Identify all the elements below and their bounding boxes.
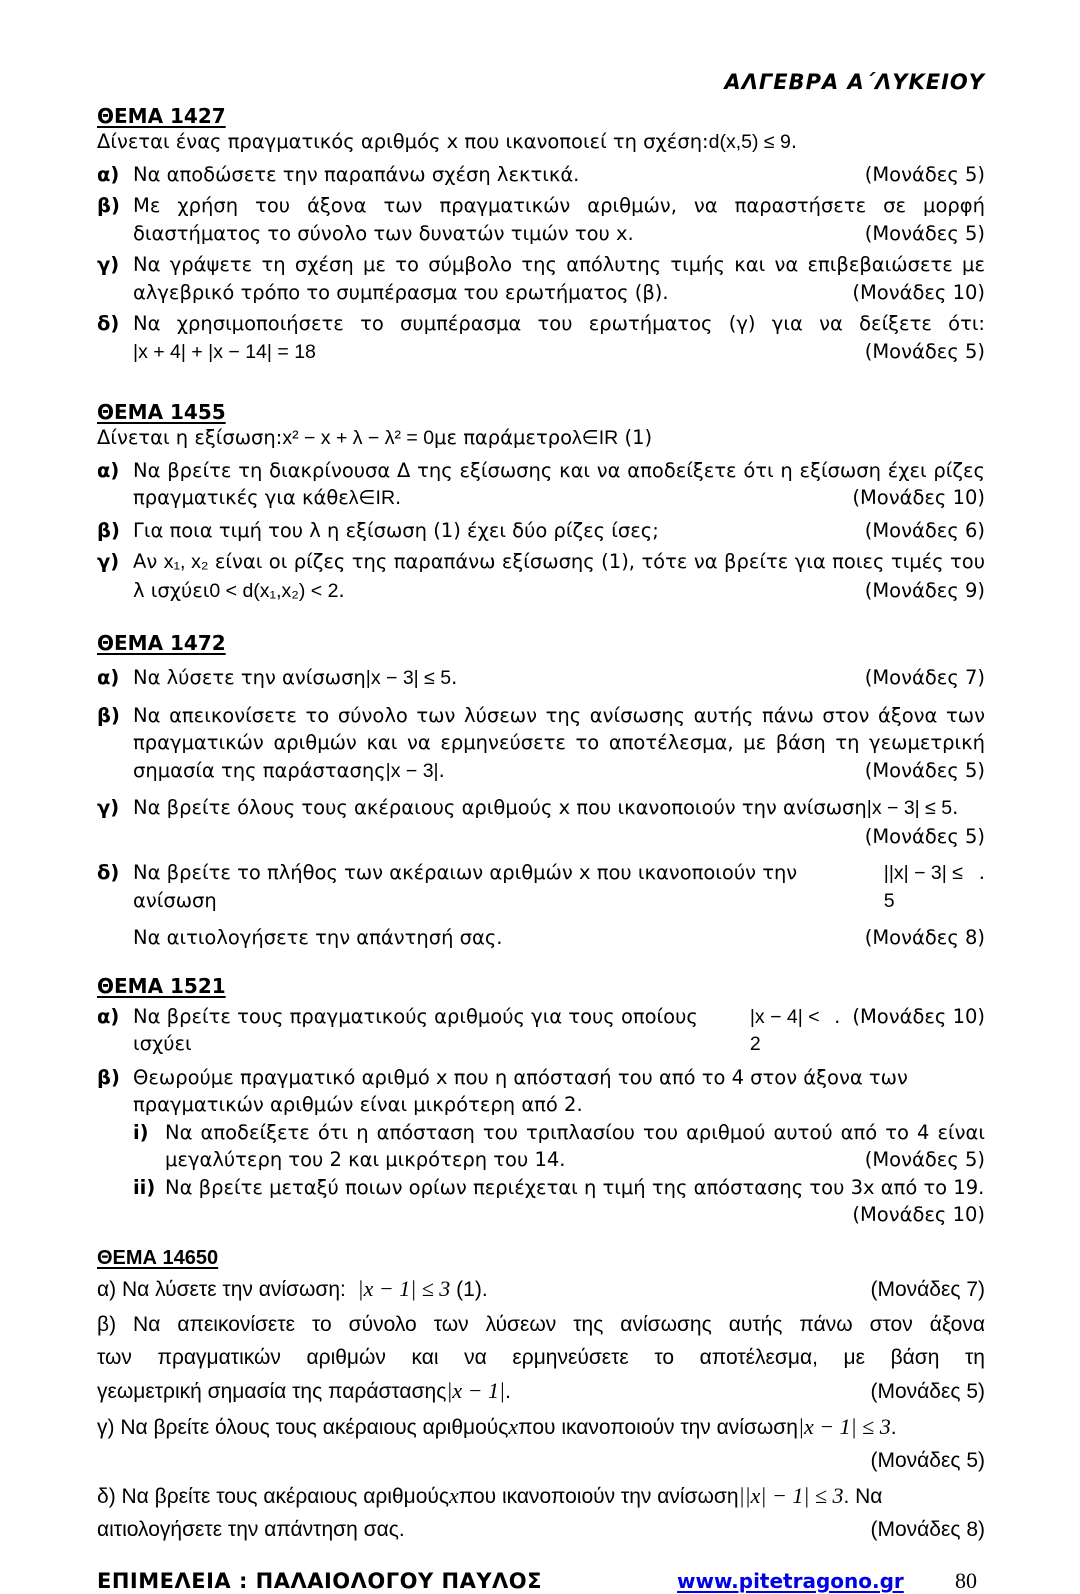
math-expression: λ∈IR bbox=[348, 487, 396, 509]
intro-text: Δίνεται η εξίσωση: bbox=[97, 426, 283, 449]
item-b bbox=[97, 702, 985, 730]
item-text: γ) Να βρείτε όλους τους ακέραιους αριθμούς bbox=[97, 1415, 509, 1439]
item-b bbox=[97, 517, 985, 545]
item-text: Να απεικονίσετε το σύνολο των λύσεων της ανίσωσης αυτής πάνω στον άξονα των bbox=[133, 703, 985, 727]
item-b bbox=[97, 192, 985, 220]
item-c bbox=[97, 794, 985, 823]
item-label: α) bbox=[97, 458, 120, 482]
course-title: ΑΛΓΕΒΡΑ Α΄ΛΥΚΕΙΟΥ bbox=[724, 70, 985, 94]
item-d-cont bbox=[97, 338, 985, 367]
item-a-cont bbox=[97, 484, 985, 513]
item-c-points-line bbox=[97, 823, 985, 851]
intro-text: Δίνεται ένας πραγματικός αριθμός x που ικανοποιεί τη σχέση: bbox=[97, 130, 709, 153]
item-label: γ) bbox=[97, 796, 120, 819]
item-b-cont bbox=[97, 1341, 985, 1374]
item-label: γ) bbox=[97, 253, 120, 276]
math-expression: |x − 3| ≤ 5 bbox=[866, 797, 953, 819]
points-label: (Μονάδες 10) bbox=[852, 486, 985, 509]
item-punct: . bbox=[451, 666, 458, 689]
item-punct: . bbox=[834, 1004, 841, 1028]
item-punct: . bbox=[952, 796, 959, 819]
points-label: (Μονάδες 7) bbox=[870, 1277, 985, 1301]
item-b-cont bbox=[97, 220, 985, 248]
item-text: β) Να απεικονίσετε το σύνολο των λύσεων της ανίσωσης αυτής πάνω στον άξονα bbox=[97, 1312, 985, 1336]
theme-1427 bbox=[97, 104, 985, 366]
intro-punct: (1) bbox=[618, 426, 653, 449]
subitem-ii bbox=[97, 1174, 985, 1202]
theme-1521 bbox=[97, 974, 985, 1229]
item-text: Να βρείτε τη διακρίνουσα Δ της εξίσωσης και να αποδείξετε ότι η εξίσωση έχει ρίζες bbox=[133, 458, 985, 482]
points-label: (Μονάδες 5) bbox=[864, 824, 985, 848]
math-expression: |x − 4| < 2 bbox=[749, 1005, 820, 1055]
item-a bbox=[97, 664, 985, 693]
item-c-cont bbox=[97, 279, 985, 307]
item-d bbox=[97, 310, 985, 338]
item-text: Να αποδώσετε την παραπάνω σχέση λεκτικά. bbox=[133, 162, 580, 186]
theme-1455-title: ΘΕΜΑ 1455 bbox=[97, 400, 226, 424]
item-text: μεγαλύτερη του 2 και μικρότερη του 14. bbox=[165, 1148, 566, 1171]
item-a bbox=[97, 1272, 985, 1306]
math-expression: ||x| − 3| ≤ 5 bbox=[883, 862, 963, 912]
item-c bbox=[97, 548, 985, 577]
math-expression: |x − 3| bbox=[385, 759, 439, 782]
subitem-label: ii) bbox=[133, 1175, 156, 1199]
item-text: Θεωρούμε πραγματικό αριθμό x που η απόστασή του από το 4 στον άξονα των bbox=[133, 1065, 908, 1089]
points-label: (Μονάδες 5) bbox=[870, 1448, 985, 1472]
item-text: Να αποδείξετε ότι η απόσταση του τριπλασίου του αριθμού αυτού από το 4 είναι bbox=[165, 1120, 985, 1144]
item-text: Για ποια τιμή του λ η εξίσωση (1) έχει δύο ρίζες ίσες; bbox=[133, 518, 659, 542]
subitem-label: i) bbox=[133, 1120, 149, 1144]
item-text: λ ισχύει bbox=[133, 578, 210, 602]
item-text: που ικανοποιούν την ανίσωση bbox=[518, 1415, 798, 1439]
math-expression: d(x,5) ≤ 9 bbox=[708, 131, 791, 153]
item-text: Να βρείτε το πλήθος των ακέραιων αριθμών x που ικανοποιούν την ανίσωση bbox=[133, 861, 798, 912]
item-text: α) Να λύσετε την ανίσωση: bbox=[97, 1277, 358, 1301]
math-expression: |x + 4| + |x − 14| = 18 bbox=[133, 340, 316, 363]
item-punct: . bbox=[338, 578, 345, 602]
item-b-cont bbox=[97, 729, 985, 757]
item-c-points-line bbox=[97, 1444, 985, 1477]
item-a bbox=[97, 1003, 985, 1059]
points-label: (Μονάδες 8) bbox=[864, 926, 985, 949]
item-text: Με χρήση του άξονα των πραγματικών αριθμών, να παραστήσετε σε μορφή bbox=[133, 194, 985, 217]
item-text: Να αιτιολογήσετε την απάντησή σας. bbox=[133, 926, 503, 949]
item-label: β) bbox=[97, 1065, 120, 1089]
item-label: α) bbox=[97, 666, 120, 689]
item-text: Να χρησιμοποιήσετε το συμπέρασμα του ερωτήματος (γ) για να δείξετε ότι: bbox=[133, 312, 985, 335]
math-expression: |x − 3| ≤ 5 bbox=[365, 667, 452, 689]
item-b-cont2 bbox=[97, 757, 985, 786]
points-label: (Μονάδες 8) bbox=[870, 1517, 985, 1541]
item-text: γεωμετρική σημασία της παράστασης bbox=[97, 1379, 447, 1403]
points-label: (Μονάδες 7) bbox=[864, 666, 985, 689]
item-text: που ικανοποιούν την ανίσωση bbox=[458, 1484, 739, 1508]
theme-1472 bbox=[97, 631, 985, 952]
item-text: πραγματικές για κάθε bbox=[133, 486, 349, 509]
item-label: β) bbox=[97, 194, 120, 217]
item-label: β) bbox=[97, 518, 120, 542]
item-text: αιτιολογήσετε την απάντηση σας. bbox=[97, 1517, 405, 1541]
item-text: Να λύσετε την ανίσωση bbox=[133, 666, 366, 689]
item-label: δ) bbox=[97, 312, 120, 335]
theme-1455 bbox=[97, 400, 985, 605]
item-text: Να γράψετε τη σχέση με το σύμβολο της απόλυτης τιμής και να επιβεβαιώσετε με bbox=[133, 253, 985, 276]
item-a bbox=[97, 457, 985, 485]
page-header bbox=[97, 0, 985, 94]
math-expression: x² − x + λ − λ² = 0 bbox=[282, 427, 435, 449]
points-label: (Μονάδες 5) bbox=[864, 162, 985, 186]
item-text: Να βρείτε όλους τους ακέραιους αριθμούς x που ικανοποιούν την ανίσωση bbox=[133, 796, 867, 819]
math-expression: 0 < d(x₁,x₂) < 2 bbox=[209, 579, 339, 602]
item-b-cont2 bbox=[97, 1374, 985, 1408]
footer-editor: ΕΠΙΜΕΛΕΙΑ : ΠΑΛΑΙΟΛΟΓΟΥ ΠΑΥΛΟΣ bbox=[97, 1568, 542, 1593]
theme-1427-intro bbox=[97, 128, 985, 157]
points-label: (Μονάδες 9) bbox=[864, 578, 985, 602]
item-punct: . bbox=[890, 1415, 897, 1439]
math-expression: ||x| − 1| ≤ 3 bbox=[738, 1482, 844, 1508]
item-d bbox=[97, 859, 985, 915]
item-d bbox=[97, 1479, 985, 1513]
points-label: (Μονάδες 5) bbox=[870, 1379, 985, 1403]
intro-text: με παράμετρο bbox=[434, 426, 573, 449]
item-d-cont bbox=[97, 924, 985, 952]
item-label: δ) bbox=[97, 861, 120, 884]
theme-1521-title: ΘΕΜΑ 1521 bbox=[97, 973, 226, 998]
points-label: (Μονάδες 10) bbox=[852, 1004, 985, 1028]
math-expression: |x − 1| bbox=[446, 1377, 506, 1403]
item-punct: . bbox=[505, 1379, 511, 1403]
points-label: (Μονάδες 5) bbox=[864, 221, 985, 245]
item-text: αλγεβρικό τρόπο το συμπέρασμα του ερωτήματος (β). bbox=[133, 280, 669, 304]
item-label: γ) bbox=[97, 550, 120, 573]
item-punct: . Να bbox=[843, 1484, 883, 1508]
item-text: διαστήματος το σύνολο των δυνατών τιμών του x. bbox=[133, 221, 634, 245]
page-number: 80 bbox=[955, 1567, 977, 1593]
theme-1427-title: ΘΕΜΑ 1427 bbox=[97, 104, 226, 128]
subitem-ii-points-line bbox=[97, 1201, 985, 1229]
math-expression: x₁, x₂ bbox=[163, 551, 209, 573]
item-text: Να βρείτε μεταξύ ποιων ορίων περιέχεται η τιμή της απόστασης του 3x από το 19. bbox=[165, 1175, 985, 1199]
math-variable: x bbox=[508, 1413, 519, 1439]
subitem-i bbox=[97, 1119, 985, 1147]
item-a bbox=[97, 161, 985, 189]
item-text: Να βρείτε τους πραγματικούς αριθμούς για τους οποίους ισχύει bbox=[133, 1004, 698, 1055]
math-expression: |x − 1| ≤ 3 bbox=[357, 1275, 451, 1301]
theme-14650-title: ΘΕΜΑ 14650 bbox=[97, 1246, 219, 1269]
item-c bbox=[97, 251, 985, 279]
item-punct: (1). bbox=[450, 1277, 488, 1301]
item-b bbox=[97, 1308, 985, 1341]
points-label: (Μονάδες 6) bbox=[864, 518, 985, 542]
theme-1472-title: ΘΕΜΑ 1472 bbox=[97, 631, 226, 655]
intro-punct: . bbox=[790, 130, 798, 153]
math-variable: x bbox=[449, 1482, 459, 1508]
points-label: (Μονάδες 10) bbox=[852, 280, 985, 304]
points-label: (Μονάδες 5) bbox=[864, 758, 985, 782]
item-c bbox=[97, 1410, 985, 1444]
math-expression: |x − 1| ≤ 3 bbox=[797, 1413, 891, 1439]
item-text: σημασία της παράστασης bbox=[133, 758, 386, 782]
page-footer bbox=[97, 1568, 985, 1594]
item-text: δ) Να βρείτε τους ακέραιους αριθμούς bbox=[97, 1484, 450, 1508]
footer-website-link[interactable]: www.pitetragono.gr bbox=[677, 1568, 904, 1593]
item-label: α) bbox=[97, 1004, 120, 1028]
item-c-cont bbox=[97, 577, 985, 606]
item-label: β) bbox=[97, 703, 120, 727]
item-text: είναι οι ρίζες της παραπάνω εξίσωσης (1), τότε να βρείτε για ποιες τιμές του bbox=[208, 550, 985, 573]
points-label: (Μονάδες 5) bbox=[864, 1148, 985, 1171]
item-punct: . bbox=[395, 486, 402, 509]
item-punct: . bbox=[438, 758, 445, 782]
item-text: πραγματικών αριθμών είναι μικρότερη από 2. bbox=[133, 1093, 583, 1116]
item-punct: . bbox=[978, 861, 985, 884]
item-b-cont bbox=[97, 1091, 985, 1119]
subitem-i-cont bbox=[97, 1146, 985, 1174]
item-d-cont bbox=[97, 1513, 985, 1546]
item-label: α) bbox=[97, 162, 120, 186]
points-label: (Μονάδες 5) bbox=[864, 339, 985, 363]
item-text bbox=[133, 548, 985, 577]
theme-1455-intro bbox=[97, 424, 985, 453]
points-label: (Μονάδες 10) bbox=[852, 1203, 985, 1226]
math-expression: λ∈IR bbox=[572, 427, 619, 449]
item-text: Αν bbox=[133, 550, 164, 573]
item-text: πραγματικών αριθμών και να ερμηνεύσετε το αποτέλεσμα, με βάση τη γεωμετρική bbox=[133, 731, 985, 754]
item-b bbox=[97, 1064, 985, 1092]
theme-14650 bbox=[97, 1247, 985, 1546]
item-text: των πραγματικών αριθμών και να ερμηνεύσετε το αποτέλεσμα, με βάση τη bbox=[97, 1345, 985, 1369]
